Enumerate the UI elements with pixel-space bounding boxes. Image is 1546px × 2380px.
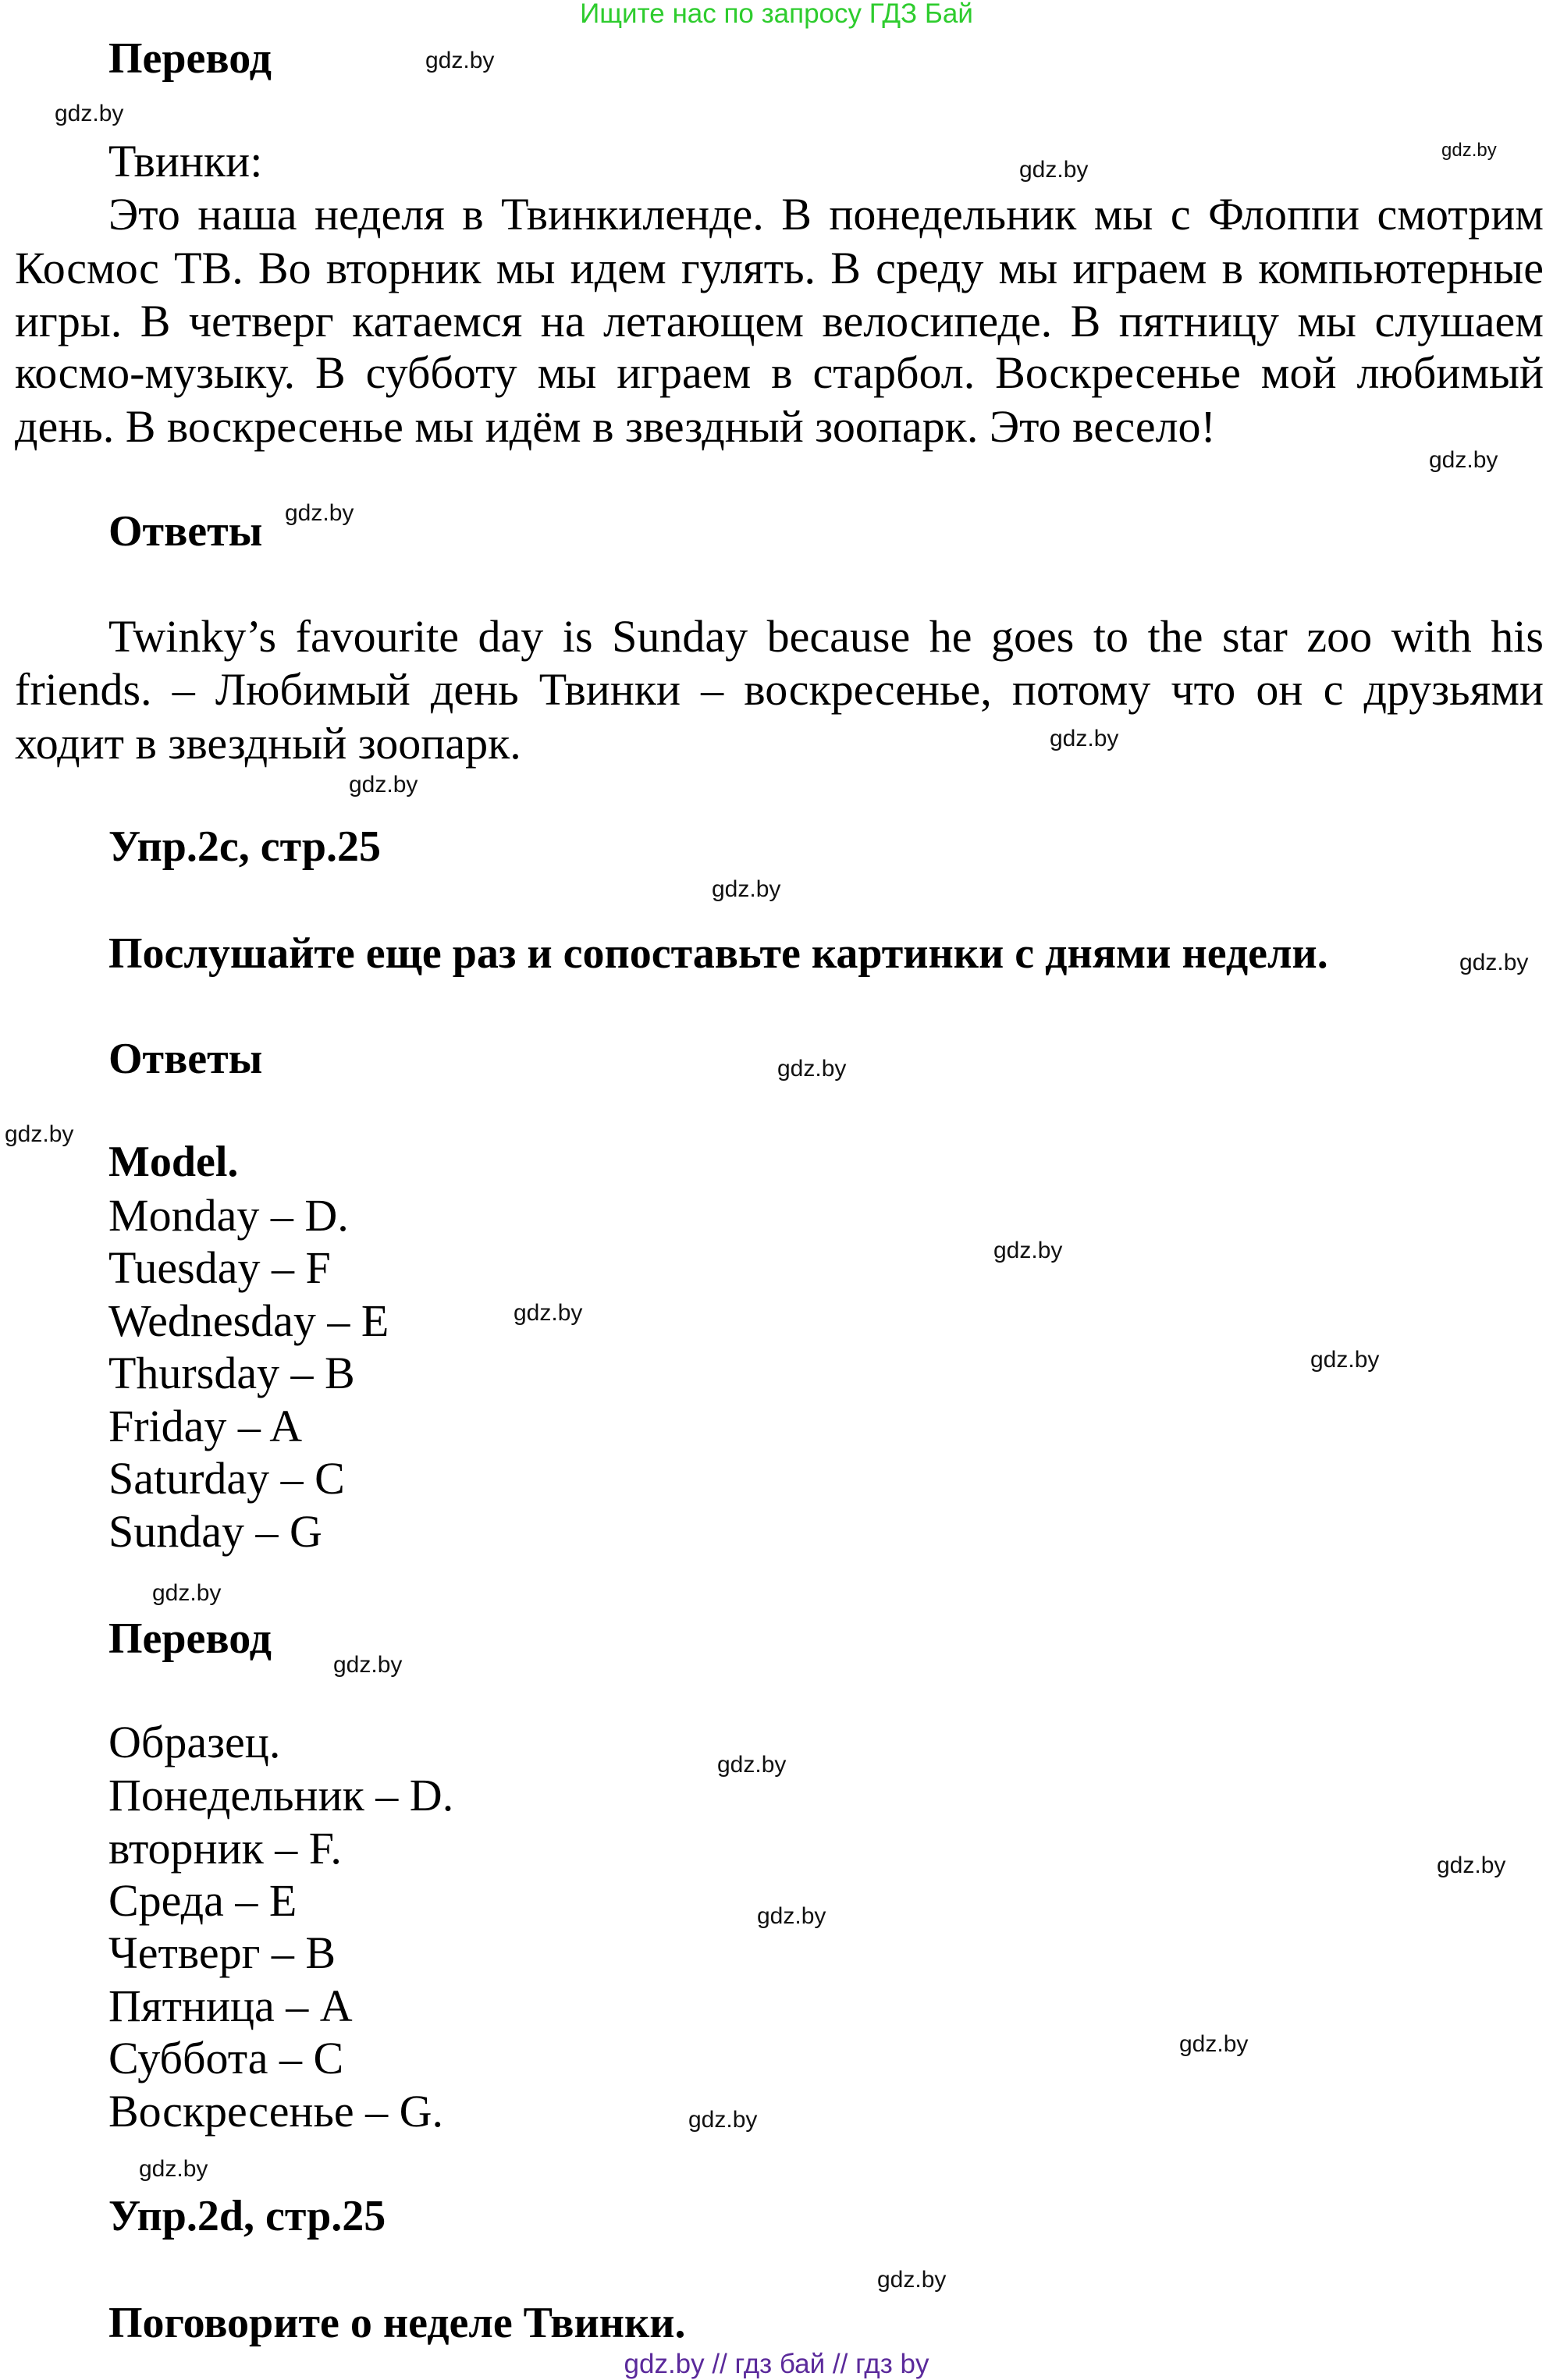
watermark: gdz.by	[514, 1300, 583, 1326]
watermark: gdz.by	[877, 2267, 947, 2293]
watermark: gdz.by	[1019, 157, 1089, 183]
watermark: gdz.by	[688, 2107, 758, 2133]
watermark: gdz.by	[1437, 1852, 1506, 1878]
exercise-2d-title: Упр.2d, стр.25	[108, 2192, 386, 2240]
translation-item: Среда – E	[108, 1875, 297, 1926]
watermark: gdz.by	[757, 1903, 826, 1929]
watermark: gdz.by	[285, 500, 354, 526]
exercise-2c-title: Упр.2c, стр.25	[108, 822, 381, 871]
watermark: gdz.by	[5, 1121, 74, 1147]
sample-label: Образец.	[108, 1717, 281, 1767]
footer-links[interactable]: gdz.by // гдз бай // гдз by	[624, 2349, 929, 2379]
paragraph-line: космо-музыку. В субботу мы играем в старбол. Воскресенье мой любимый	[15, 347, 1544, 398]
exercise-2d-task: Поговорите о неделе Твинки.	[108, 2299, 686, 2347]
paragraph-line: Космос ТВ. Во вторник мы идем гулять. В среду мы играем в компьютерные	[15, 243, 1544, 293]
answer-line: friends. – Любимый день Твинки – воскресенье, потому что он с друзьями	[15, 664, 1544, 715]
answer-item: Wednesday – E	[108, 1295, 389, 1346]
exercise-2c-answers-heading: Ответы	[108, 1035, 263, 1083]
model-label: Model.	[108, 1138, 239, 1186]
watermark: gdz.by	[152, 1580, 222, 1606]
translation-item: вторник – F.	[108, 1823, 342, 1874]
answer-item: Monday – D.	[108, 1190, 349, 1241]
translation-item: Понедельник – D.	[108, 1770, 454, 1821]
watermark: gdz.by	[1310, 1347, 1380, 1373]
watermark: gdz.by	[349, 772, 418, 797]
translation-item: Пятница – A	[108, 1980, 353, 2031]
answer-line: ходит в звездный зоопарк.	[15, 718, 521, 769]
answer-item: Sunday – G	[108, 1506, 322, 1557]
translation-item: Четверг – B	[108, 1927, 336, 1978]
section-heading-answers: Ответы	[108, 507, 263, 556]
watermark: gdz.by	[777, 1056, 847, 1082]
translation-item: Воскресенье – G.	[108, 2086, 444, 2137]
watermark: gdz.by	[993, 1238, 1063, 1263]
answer-item: Tuesday – F	[108, 1242, 331, 1293]
answer-line: Twinky’s favourite day is Sunday because he goes to the star zoo with his	[108, 611, 1544, 662]
watermark: gdz.by	[1459, 950, 1529, 975]
translation-item: Суббота – C	[108, 2033, 344, 2083]
watermark: gdz.by	[712, 876, 781, 902]
answer-item: Saturday – C	[108, 1453, 345, 1504]
watermark: gdz.by	[1441, 140, 1497, 161]
watermark: gdz.by	[55, 101, 124, 126]
paragraph-line: день. В воскресенье мы идём в звездный зоопарк. Это весело!	[15, 401, 1216, 452]
speaker-label: Твинки:	[108, 136, 263, 186]
exercise-2c-task: Послушайте еще раз и сопоставьте картинки с днями недели.	[108, 929, 1328, 978]
watermark: gdz.by	[1429, 447, 1498, 473]
watermark: gdz.by	[333, 1652, 403, 1678]
watermark: gdz.by	[425, 48, 495, 73]
watermark: gdz.by	[1050, 726, 1119, 751]
watermark: gdz.by	[717, 1752, 787, 1778]
watermark: gdz.by	[1179, 2031, 1249, 2057]
search-banner[interactable]: Ищите нас по запросу ГДЗ Бай	[580, 0, 973, 29]
answer-item: Thursday – B	[108, 1348, 355, 1398]
paragraph-line: Это наша неделя в Твинкиленде. В понедельник мы с Флоппи смотрим	[108, 189, 1544, 240]
section-heading-translation: Перевод	[108, 34, 272, 83]
watermark: gdz.by	[139, 2156, 208, 2182]
answer-item: Friday – A	[108, 1401, 303, 1451]
translation-heading: Перевод	[108, 1614, 272, 1663]
paragraph-line: игры. В четверг катаемся на летающем велосипеде. В пятницу мы слушаем	[15, 296, 1544, 346]
